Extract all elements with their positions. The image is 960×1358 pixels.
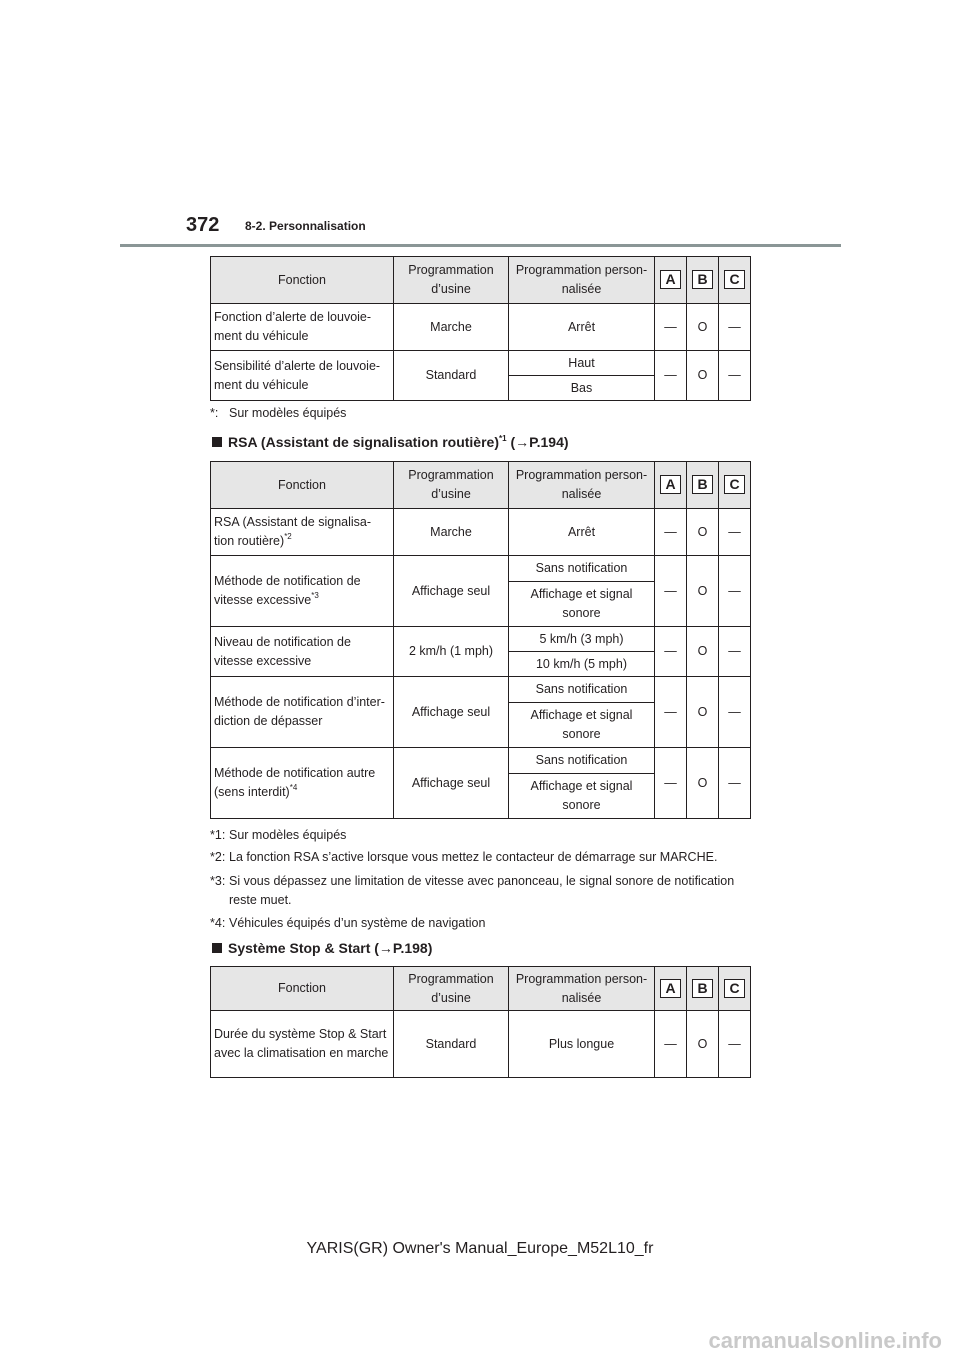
row-custom-option: Bas: [509, 376, 655, 401]
header-b: [687, 462, 719, 509]
row-a: —: [655, 748, 687, 819]
row-b: O: [687, 1011, 719, 1078]
badge-b: B: [692, 475, 713, 494]
row-default: 2 km/h (1 mph): [394, 627, 509, 677]
row-c: —: [719, 304, 751, 351]
row-custom-option: 10 km/h (5 mph): [509, 652, 655, 677]
table-row: [211, 1011, 751, 1078]
footnote-mark: *4:: [210, 916, 226, 930]
badge-a: A: [660, 270, 681, 289]
row-default: Standard: [394, 1011, 509, 1078]
row-default: Affichage seul: [394, 556, 509, 627]
row-c: —: [719, 509, 751, 556]
footnote-text: Si vous dépassez une limitation de vitesse avec panonceau, le signal sonore de notification reste muet.: [229, 874, 735, 907]
row-custom-option: Sans notification: [509, 677, 655, 703]
header-rule: [120, 244, 841, 247]
row-b: O: [687, 627, 719, 677]
row-b: O: [687, 748, 719, 819]
footnote-mark: *2:: [210, 850, 226, 864]
header-default: Programmation d’usine: [394, 462, 509, 509]
row-custom-option: Sans notification: [509, 748, 655, 774]
table-row: [211, 304, 751, 351]
row-c: —: [719, 627, 751, 677]
rsa-page-ref: (→P.194): [510, 434, 569, 450]
row-default: Affichage seul: [394, 677, 509, 748]
row-a: —: [655, 556, 687, 627]
badge-c: C: [724, 979, 745, 998]
row-custom-option: Haut: [509, 351, 655, 376]
settings-table-rsa: [210, 461, 751, 819]
row-function-text: Méthode de notification autre (sens interdit): [214, 766, 376, 799]
header-c: [719, 257, 751, 304]
row-c: —: [719, 556, 751, 627]
row-function: [211, 556, 394, 627]
header-b: [687, 967, 719, 1011]
row-function-text: RSA (Assistant de signalisa- tion routière): [214, 515, 372, 548]
rsa-heading-text: RSA (Assistant de signalisation routière): [228, 434, 499, 450]
footnote: [210, 914, 770, 933]
footnote-text: Sur modèles équipés: [229, 406, 347, 420]
header-custom: Programmation person- nalisée: [509, 967, 655, 1011]
header-default: Programmation d’usine: [394, 967, 509, 1011]
header-custom: Programmation person- nalisée: [509, 257, 655, 304]
row-custom-option: Affichage et signal sonore: [509, 774, 655, 819]
row-b: O: [687, 304, 719, 351]
header-b: [687, 257, 719, 304]
header-c: [719, 967, 751, 1011]
footnote: [210, 848, 770, 867]
row-function: [211, 509, 394, 556]
row-a: —: [655, 627, 687, 677]
row-custom: Plus longue: [509, 1011, 655, 1078]
footnote-text: Véhicules équipés d’un système de navigation: [229, 916, 486, 930]
row-function-sup: *4: [289, 783, 298, 792]
header-function: Fonction: [211, 257, 394, 304]
table-row: [211, 556, 751, 582]
row-function-text: Méthode de notification de vitesse excessive: [214, 574, 361, 607]
row-function: [211, 748, 394, 819]
row-default: Standard: [394, 351, 509, 401]
badge-b: B: [692, 270, 713, 289]
rsa-heading: [212, 434, 569, 450]
row-b: O: [687, 351, 719, 401]
badge-b: B: [692, 979, 713, 998]
badge-a: A: [660, 475, 681, 494]
header-a: [655, 257, 687, 304]
header-function: Fonction: [211, 967, 394, 1011]
row-default: Marche: [394, 304, 509, 351]
table-row: [211, 351, 751, 376]
header-a: [655, 967, 687, 1011]
badge-a: A: [660, 979, 681, 998]
row-default: Marche: [394, 509, 509, 556]
table-header-row: [211, 257, 751, 304]
footnote: [210, 404, 770, 423]
row-a: —: [655, 351, 687, 401]
row-custom: Arrêt: [509, 509, 655, 556]
header-function: Fonction: [211, 462, 394, 509]
row-function: Fonction d’alerte de louvoie- ment du véhicule: [211, 304, 394, 351]
row-default: Affichage seul: [394, 748, 509, 819]
footnote-mark: *3:: [210, 874, 226, 888]
row-a: —: [655, 1011, 687, 1078]
footnote-mark: *1:: [210, 828, 226, 842]
table-header-row: [211, 967, 751, 1011]
square-bullet-icon: [212, 437, 222, 447]
section-title: 8-2. Personnalisation: [245, 219, 366, 233]
row-function: Méthode de notification d’inter- diction de dépasser: [211, 677, 394, 748]
page-number: 372: [186, 214, 220, 236]
table-row: [211, 627, 751, 652]
row-a: —: [655, 304, 687, 351]
settings-table-stop-start: [210, 966, 751, 1078]
row-custom-option: 5 km/h (3 mph): [509, 627, 655, 652]
stopstart-page-ref: (→P.198): [374, 940, 433, 956]
row-function: Durée du système Stop & Start avec la climatisation en marche: [211, 1011, 394, 1078]
table-header-row: [211, 462, 751, 509]
row-b: O: [687, 509, 719, 556]
row-c: —: [719, 748, 751, 819]
stopstart-heading: [212, 940, 432, 956]
row-custom-option: Affichage et signal sonore: [509, 582, 655, 627]
row-custom: Arrêt: [509, 304, 655, 351]
row-a: —: [655, 509, 687, 556]
row-function-sup: *3: [311, 591, 319, 600]
row-custom-option: Sans notification: [509, 556, 655, 582]
stopstart-heading-text: Système Stop & Start: [228, 940, 371, 956]
watermark: carmanualsonline.info: [708, 1328, 942, 1353]
header-default: Programmation d’usine: [394, 257, 509, 304]
row-c: —: [719, 677, 751, 748]
settings-table-lane-departure: [210, 256, 751, 401]
row-b: O: [687, 677, 719, 748]
document-footer: YARIS(GR) Owner's Manual_Europe_M52L10_fr: [306, 1240, 654, 1257]
badge-c: C: [724, 475, 745, 494]
footnote: [210, 826, 770, 845]
badge-c: C: [724, 270, 745, 289]
table-row: [211, 509, 751, 556]
table-row: [211, 677, 751, 703]
row-c: —: [719, 1011, 751, 1078]
footnote-text: Sur modèles équipés: [229, 828, 347, 842]
row-function: Niveau de notification de vitesse excessive: [211, 627, 394, 677]
rsa-heading-sup: *1: [498, 434, 507, 443]
row-custom-option: Affichage et signal sonore: [509, 703, 655, 748]
row-function-sup: *2: [284, 532, 292, 541]
header-custom: Programmation person- nalisée: [509, 462, 655, 509]
table-row: [211, 748, 751, 774]
row-b: O: [687, 556, 719, 627]
square-bullet-icon: [212, 943, 222, 953]
row-a: —: [655, 677, 687, 748]
footnote: [210, 872, 770, 910]
header-c: [719, 462, 751, 509]
header-a: [655, 462, 687, 509]
row-c: —: [719, 351, 751, 401]
row-function: Sensibilité d’alerte de louvoie- ment du véhicule: [211, 351, 394, 401]
footnote-mark: *:: [210, 406, 219, 420]
footnote-text: La fonction RSA s’active lorsque vous mettez le contacteur de démarrage sur MARCHE.: [229, 850, 718, 864]
